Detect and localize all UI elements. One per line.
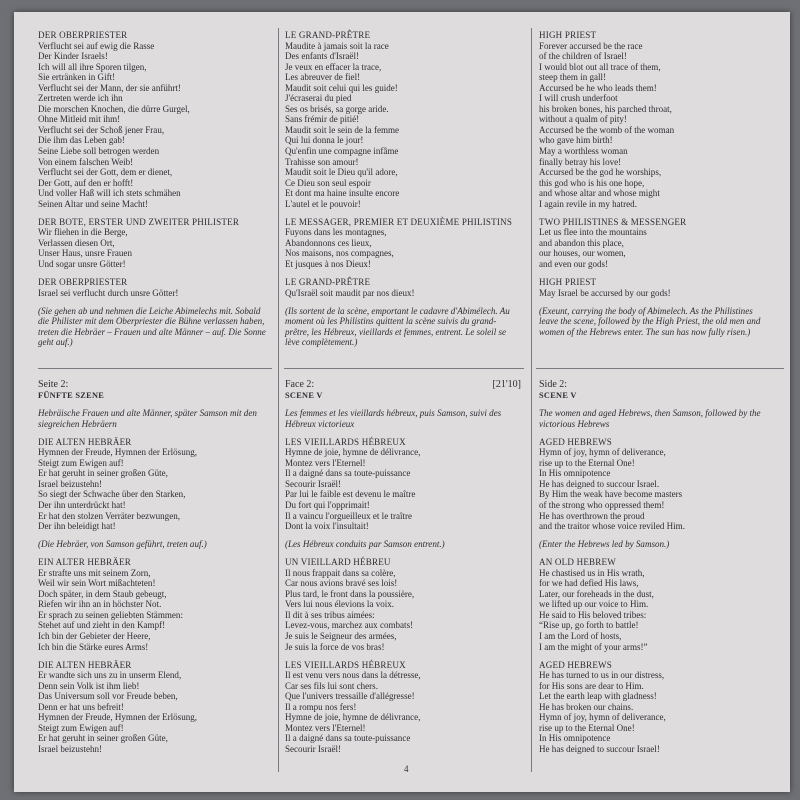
verse-line: Je suis le Seigneur des armées, — [285, 630, 397, 641]
verse-line: He has deigned to succour Israel. — [539, 478, 660, 489]
verse-block — [285, 437, 527, 532]
verse-line: Il a daigné dans sa toute-puissance — [285, 468, 411, 479]
verse-line: Seinen Altar und seine Macht! — [38, 198, 149, 209]
verse-line: without a qualm of pity! — [539, 114, 627, 125]
verse-line: Der ihn beleidigt hat! — [38, 521, 116, 532]
verse-line: Er wandte sich uns zu in unserm Elend, — [38, 670, 182, 681]
verse-line: Forever accursed be the race — [539, 40, 643, 51]
english-bottom-blocks — [539, 437, 779, 755]
german-side-header — [38, 380, 270, 391]
verse-line: He has turned to us in our distress, — [539, 670, 665, 681]
verse-line: Und voller Haß will ich stets schmähen — [38, 188, 181, 199]
verse-block — [38, 660, 278, 755]
verse-line: Die ihm das Leben gab! — [38, 135, 125, 146]
verse-line: Wir fliehen in die Berge, — [38, 227, 128, 238]
verse-line: Verflucht sei der Schoß jener Frau, — [38, 124, 165, 135]
page-number: 4 — [404, 764, 409, 774]
verse-line: Stehet auf und zieht in den Kampf! — [38, 620, 166, 631]
stage-direction: (Enter the Hebrews led by Samson.) — [539, 539, 670, 550]
german-bottom-section — [38, 380, 278, 762]
verse-block — [285, 277, 535, 298]
stage-direction: (Exeunt, carrying the body of Abimelech. As the Philistines leave the scene, followed by the High Priest, the old men and women of the Hebrews enter. The sun has now fully risen.) — [539, 305, 761, 337]
verse-line: Qu'enfin une compagne infâme — [285, 146, 399, 157]
verse-line: Zertreten werde ich ihn — [38, 93, 123, 104]
stage-direction: (Les Hébreux conduits par Samson entrent.) — [285, 539, 445, 550]
speaker-heading: LE MESSAGER, PREMIER ET DEUXIÈME PHILISTINS — [285, 216, 513, 227]
verse-line: Das Universum soll vor Freude beben, — [38, 691, 178, 702]
verse-line: I would blot out all trace of them, — [539, 61, 661, 72]
stage-direction: (Ils sortent de la scène, emportant le cadavre d'Abimélech. Au moment où les Philistins quittent la scène suivis du grand-prêtre, les Hébreux, vieillards et femmes, entrent. Le soleil se lève complètement.) — [285, 305, 510, 348]
verse-line: Ses os brisés, sa gorge aride. — [285, 103, 389, 114]
verse-line: Er hat den stolzen Verräter bezwungen, — [38, 510, 181, 521]
verse-line: Car nous avions bravé ses lois! — [285, 578, 398, 589]
german-bottom-blocks — [38, 437, 278, 755]
english-bottom-section — [539, 380, 779, 762]
verse-line: Des enfants d'Israël! — [285, 51, 359, 62]
verse-line: Seine Liebe soll betrogen werden — [38, 146, 160, 157]
verse-line: Levez-vous, marchez aux combats! — [285, 620, 414, 631]
verse-line: Ohne Mitleid mit ihm! — [38, 114, 121, 125]
verse-line: He has deigned to succour Israel! — [539, 743, 660, 754]
verse-line: of the children of Israel! — [539, 51, 627, 62]
verse-line: Accursed be the god he worships, — [539, 167, 662, 178]
verse-block — [539, 30, 784, 209]
verse-block — [539, 660, 779, 755]
verse-line: Denn er hat uns befreit! — [38, 701, 124, 712]
speaker-heading: EIN ALTER HEBRÄER — [38, 557, 132, 568]
verse-line: Er hat geruht in seiner großen Güte, — [38, 468, 168, 479]
speaker-heading: AGED HEBREWS — [539, 436, 613, 447]
verse-line: Er sprach zu seinen geliebten Stämmen: — [38, 609, 183, 620]
verse-line: May a worthless woman — [539, 146, 628, 157]
english-scene-intro: The women and aged Hebrews, then Samson, followed by the victorious Hebrews — [539, 408, 761, 429]
verse-line: his broken bones, his parched throat, — [539, 103, 672, 114]
verse-line: J'écraserai du pied — [285, 93, 352, 104]
verse-block — [539, 217, 784, 270]
verse-block — [38, 557, 278, 652]
verse-line: In His omnipotence — [539, 468, 611, 479]
verse-block — [38, 30, 284, 209]
stage-direction: (Die Hebräer, von Samson geführt, treten auf.) — [38, 539, 207, 550]
verse-block — [539, 557, 779, 652]
verse-line: Vers lui nous élevions la voix. — [285, 599, 395, 610]
french-side-label: Face 2: — [285, 379, 315, 390]
speaker-heading: HIGH PRIEST — [539, 30, 597, 40]
speaker-heading: LE GRAND-PRÊTRE — [285, 277, 371, 288]
verse-block — [285, 30, 535, 209]
verse-line: Du fort qui l'opprimait! — [285, 499, 370, 510]
verse-line: Hymn of joy, hymn of deliverance, — [539, 447, 666, 458]
verse-line: Il nous frappait dans sa colère, — [285, 567, 396, 578]
verse-line: Weil wir sein Wort mißachteten! — [38, 578, 156, 589]
verse-line: Later, our foreheads in the dust, — [539, 588, 654, 599]
speaker-heading: TWO PHILISTINES & MESSENGER — [539, 216, 687, 227]
verse-line: Riefen wir ihn an in höchster Not. — [38, 599, 162, 610]
french-scene-title: SCENE V — [285, 390, 323, 400]
verse-line: Unser Haus, unsre Frauen — [38, 248, 132, 259]
verse-line: Secourir Israël! — [285, 743, 342, 754]
verse-line: Les abreuver de fiel! — [285, 72, 361, 83]
speaker-heading: LES VIEILLARDS HÉBREUX — [285, 659, 406, 670]
verse-line: Il a rompu nos fers! — [285, 701, 357, 712]
verse-line: Montez vers l'Eternel! — [285, 457, 366, 468]
verse-line: He has broken our chains. — [539, 701, 634, 712]
verse-line: By Him the weak have become masters — [539, 489, 683, 500]
english-column — [539, 30, 784, 754]
speaker-heading: DER BOTE, ERSTER UND ZWEITER PHILISTER — [38, 216, 240, 227]
verse-line: L'autel et le pouvoir! — [285, 198, 361, 209]
french-column — [285, 30, 535, 754]
section-divider-french — [284, 368, 524, 369]
verse-line: He chastised us in His wrath, — [539, 567, 645, 578]
verse-line: Und sogar unsre Götter! — [38, 258, 126, 269]
speaker-heading: DIE ALTEN HEBRÄER — [38, 659, 132, 670]
verse-line: finally betray his love! — [539, 156, 622, 167]
verse-line: Hymne de joie, hymne de délivrance, — [285, 712, 421, 723]
verse-block — [285, 557, 527, 652]
speaker-heading: LES VIEILLARDS HÉBREUX — [285, 436, 406, 447]
french-top-section — [285, 30, 535, 348]
english-side-header — [539, 380, 771, 391]
verse-line: Dont la voix l'insultait! — [285, 521, 369, 532]
verse-line: Il a daigné dans sa toute-puissance — [285, 733, 411, 744]
verse-line: and abandon this place, — [539, 237, 624, 248]
english-scene-title: SCENE V — [539, 390, 577, 400]
speaker-heading: DER OBERPRIESTER — [38, 277, 128, 288]
speaker-heading: LE GRAND-PRÊTRE — [285, 30, 371, 40]
verse-line: Fuyons dans les montagnes, — [285, 227, 387, 238]
verse-line: Verflucht sei auf ewig die Rasse — [38, 40, 155, 51]
verse-line: Secourir Israël! — [285, 478, 342, 489]
verse-line: Der ihn unterdrückt hat! — [38, 499, 126, 510]
verse-block — [38, 217, 284, 270]
verse-line: Der Kinder Israels! — [38, 51, 108, 62]
verse-line: Hymn of joy, hymn of deliverance, — [539, 712, 666, 723]
french-scene-intro: Les femmes et les vieillards hébreux, puis Samson, suivi des Hébreux victorieux — [285, 408, 502, 429]
verse-line: Hymne de joie, hymne de délivrance, — [285, 447, 421, 458]
speaker-heading: DER OBERPRIESTER — [38, 30, 128, 40]
verse-line: Je veux en effacer la trace, — [285, 61, 382, 72]
stage-direction: (Sie gehen ab und nehmen die Leiche Abimelechs mit. Sobald die Philister mit dem Oberpriester die Bühne verlassen haben, treten die Hebräer – Frauen und alte Männer – auf. Die Sonne geht auf.) — [38, 305, 266, 348]
verse-line: Il est venu vers nous dans la détresse, — [285, 670, 421, 681]
speaker-heading: AGED HEBREWS — [539, 659, 613, 670]
verse-line: Von einem falschen Weib! — [38, 156, 134, 167]
verse-line: of the strong who oppressed them! — [539, 499, 665, 510]
verse-line: Car ses fils lui sont chers. — [285, 680, 378, 691]
french-side-time: [21'10] — [492, 379, 521, 390]
verse-line: Que l'univers tressaille d'allégresse! — [285, 691, 415, 702]
verse-line: Israel beizustehn! — [38, 743, 103, 754]
verse-line: Je suis la force de vos bras! — [285, 641, 385, 652]
verse-line: Steigt zum Ewigen auf! — [38, 722, 124, 733]
verse-line: rise up to the Eternal One! — [539, 722, 635, 733]
speaker-heading: DIE ALTEN HEBRÄER — [38, 436, 132, 447]
verse-line: I am the might of your arms!” — [539, 641, 648, 652]
german-side-label: Seite 2: — [38, 379, 69, 390]
verse-line: Ce Dieu son seul espoir — [285, 177, 371, 188]
verse-line: for we had defied His laws, — [539, 578, 639, 589]
verse-line: and the traitor whose voice reviled Him. — [539, 521, 685, 532]
verse-line: Il a vaincu l'orgueilleux et le traître — [285, 510, 413, 521]
german-scene-intro: Hebräische Frauen und alte Männer, später Samson mit den siegreichen Hebräern — [38, 408, 257, 429]
speaker-heading: AN OLD HEBREW — [539, 557, 616, 568]
verse-line: In His omnipotence — [539, 733, 611, 744]
english-side-label: Side 2: — [539, 379, 568, 390]
verse-block — [285, 217, 535, 270]
speaker-heading: HIGH PRIEST — [539, 277, 597, 288]
section-divider-german — [38, 368, 272, 369]
verse-line: for His sons are dear to Him. — [539, 680, 644, 691]
verse-line: He said to His beloved tribes: — [539, 609, 647, 620]
verse-line: this god who is his one hope, — [539, 177, 645, 188]
verse-line: and even our gods! — [539, 258, 609, 269]
verse-line: I will crush underfoot — [539, 93, 618, 104]
verse-line: we lifted up our voice to Him. — [539, 599, 649, 610]
verse-line: Qui lui donna le jour! — [285, 135, 364, 146]
german-top-section — [38, 30, 284, 348]
verse-line: Er hat geruht in seiner großen Güte, — [38, 733, 168, 744]
verse-line: Il dit à ses tribus aimées: — [285, 609, 375, 620]
verse-line: Maudit soit le sein de la femme — [285, 124, 400, 135]
verse-line: Er strafte uns mit seinem Zorn, — [38, 567, 151, 578]
verse-line: who gave him birth! — [539, 135, 613, 146]
verse-line: Maudit soit celui qui les guide! — [285, 82, 398, 93]
english-top-section — [539, 30, 784, 337]
verse-line: Ich bin der Gebieter der Heere, — [38, 630, 151, 641]
french-side-header — [285, 380, 521, 391]
french-bottom-blocks — [285, 437, 527, 755]
verse-line: Sie ertränken in Gift! — [38, 72, 116, 83]
verse-line: “Rise up, go forth to battle! — [539, 620, 639, 631]
german-column — [38, 30, 284, 754]
verse-line: Maudit soit le Dieu qu'il adore, — [285, 167, 398, 178]
verse-line: Trahisse son amour! — [285, 156, 359, 167]
verse-line: May Israel be accursed by our gods! — [539, 287, 671, 298]
verse-line: Ich bin die Stärke eures Arms! — [38, 641, 149, 652]
verse-line: So siegt der Schwache über den Starken, — [38, 489, 186, 500]
verse-line: steep them in gall! — [539, 72, 607, 83]
verse-line: Hymnen der Freude, Hymnen der Erlösung, — [38, 447, 198, 458]
verse-line: Steigt zum Ewigen auf! — [38, 457, 124, 468]
verse-line: I again revile in my hatred. — [539, 198, 637, 209]
verse-line: Israel beizustehn! — [38, 478, 103, 489]
german-scene-title: FÜNFTE SZENE — [38, 390, 105, 400]
verse-line: Der Gott, auf den er hofft! — [38, 177, 134, 188]
verse-line: I am the Lord of hosts, — [539, 630, 622, 641]
verse-line: Verlassen diesen Ort, — [38, 237, 115, 248]
verse-line: Doch später, in dem Staub gebeugt, — [38, 588, 167, 599]
verse-line: Verflucht sei der Gott, dem er dienet, — [38, 167, 173, 178]
verse-line: our houses, our women, — [539, 248, 626, 259]
verse-block — [38, 437, 278, 532]
verse-line: Abandonnons ces lieux, — [285, 237, 372, 248]
verse-line: He has overthrown the proud — [539, 510, 645, 521]
libretto-page — [14, 12, 790, 792]
verse-line: Verflucht sei der Mann, der sie anführt! — [38, 82, 181, 93]
verse-line: Par lui le faible est devenu le maître — [285, 489, 416, 500]
verse-line: Ich will all ihre Sporen tilgen, — [38, 61, 147, 72]
verse-line: Sans frémir de pitié! — [285, 114, 360, 125]
verse-line: Et jusques à nos Dieux! — [285, 258, 371, 269]
verse-block — [285, 660, 527, 755]
verse-line: Qu'Israël soit maudit par nos dieux! — [285, 287, 415, 298]
verse-line: Et dont ma haine insulte encore — [285, 188, 400, 199]
verse-block — [539, 437, 779, 532]
verse-line: Let us flee into the mountains — [539, 227, 647, 238]
french-bottom-section — [285, 380, 527, 762]
verse-line: Montez vers l'Eternel! — [285, 722, 366, 733]
verse-block — [38, 277, 284, 298]
verse-line: Maudite à jamais soit la race — [285, 40, 389, 51]
speaker-heading: UN VIEILLARD HÉBREU — [285, 557, 391, 568]
verse-line: Hymnen der Freude, Hymnen der Erlösung, — [38, 712, 198, 723]
verse-line: Die morschen Knochen, die dürre Gurgel, — [38, 103, 190, 114]
verse-line: Nos maisons, nos compagnes, — [285, 248, 394, 259]
verse-line: and whose altar and whose might — [539, 188, 660, 199]
verse-line: Denn sein Volk ist ihm lieb! — [38, 680, 140, 691]
verse-block — [539, 277, 784, 298]
verse-line: Plus tard, le front dans la poussière, — [285, 588, 415, 599]
verse-line: Accursed be the womb of the woman — [539, 124, 675, 135]
section-divider-english — [536, 368, 784, 369]
verse-line: Accursed be he who leads them! — [539, 82, 657, 93]
verse-line: Let the earth leap with gladness! — [539, 691, 657, 702]
verse-line: rise up to the Eternal One! — [539, 457, 635, 468]
verse-line: Israel sei verflucht durch unsre Götter! — [38, 287, 179, 298]
